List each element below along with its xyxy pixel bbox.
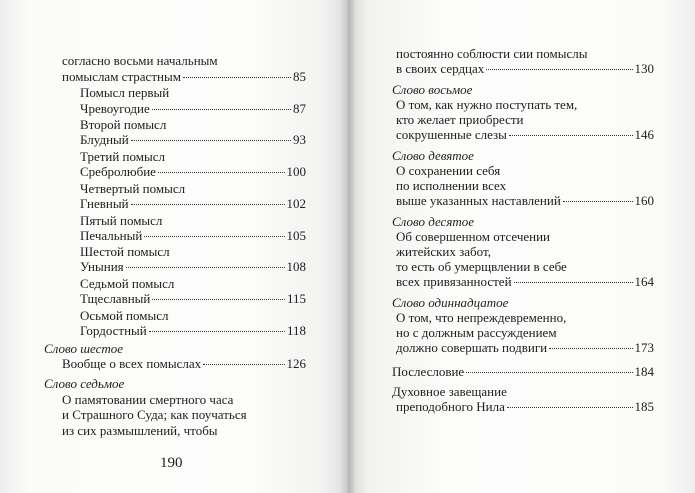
toc-entry-thought-2[interactable] (80, 131, 306, 148)
thought-label: Седьмой помысл (80, 276, 175, 291)
toc-page-number: 118 (286, 323, 306, 338)
toc-entry-title: в своих сердцах (396, 61, 485, 76)
section-heading-8: Слово восьмое (392, 82, 473, 97)
toc-entry-title: Послесловие (392, 364, 465, 379)
entry-text-line: О том, что непреждевременно, (396, 310, 567, 325)
entry-text-line: из сих размышлений, чтобы (62, 423, 218, 438)
entry-text-line: житейских забот, (396, 244, 491, 259)
entry-text-line: Духовное завещание (392, 384, 507, 399)
dot-leader (514, 282, 633, 283)
dot-leader (152, 299, 285, 300)
toc-entry-title: Уныния (80, 259, 124, 274)
toc-entry-word-8[interactable] (396, 126, 654, 143)
toc-page-number: 146 (634, 127, 654, 142)
dot-leader (486, 69, 632, 70)
toc-entry-title: сокрушенные слезы (396, 127, 507, 142)
toc-entry-title: должно совершать подвиги (396, 340, 548, 355)
thought-label: Шестой помысл (80, 244, 170, 259)
section-heading-6: Слово шестое (44, 341, 124, 356)
dot-leader (152, 109, 291, 110)
section-heading-7: Слово седьмое (44, 376, 125, 391)
toc-page-number: 108 (286, 259, 306, 274)
toc-entry-title: Сребролюбие (80, 164, 156, 179)
entry-text-line: О сохранении себя (396, 163, 501, 178)
entry-text-line: О памятовании смертного часа (62, 392, 234, 407)
toc-entry-word-6[interactable] (62, 355, 306, 372)
toc-page-number: 115 (286, 291, 306, 306)
toc-entry-thought-3[interactable] (80, 163, 306, 180)
dot-leader (126, 267, 285, 268)
thought-label: Второй помысл (80, 117, 167, 132)
toc-page-number: 87 (293, 101, 306, 116)
toc-page-number: 185 (634, 399, 654, 414)
dot-leader (131, 204, 285, 205)
toc-page-number: 160 (634, 193, 654, 208)
entry-text-line: О том, как нужно поступать тем, (396, 97, 578, 112)
thought-label: Помысл первый (80, 85, 170, 100)
thought-label: Четвертый помысл (80, 181, 186, 196)
toc-entry-title: Гневный (80, 196, 129, 211)
toc-page-number: 184 (634, 364, 654, 379)
thought-label: Пятый помысл (80, 213, 163, 228)
dot-leader (563, 201, 633, 202)
toc-entry-word-11[interactable] (396, 339, 654, 356)
toc-entry-title: Блудный (80, 132, 129, 147)
toc-page-number: 93 (293, 132, 306, 147)
dot-leader (158, 172, 285, 173)
toc-entry-thought-5[interactable] (80, 227, 306, 244)
entry-text-line: и Страшного Суда; как поучаться (62, 407, 247, 422)
entry-text-line: кто желает приобрести (396, 112, 524, 127)
toc-entry-title: Тщеславный (80, 291, 151, 306)
dot-leader (183, 77, 291, 78)
thought-label: Осьмой помысл (80, 308, 169, 323)
toc-page-number: 102 (286, 196, 306, 211)
entry-text-line: то есть об умерщвлении в себе (396, 259, 567, 274)
thought-label: Третий помысл (80, 149, 165, 164)
entry-text-line: Об совершенном отсечении (396, 229, 551, 244)
toc-entry-word-10[interactable] (396, 273, 654, 290)
dot-leader (466, 372, 632, 373)
dot-leader (149, 331, 285, 332)
toc-entry-afterword[interactable] (392, 363, 654, 380)
toc-page-number: 173 (634, 340, 654, 355)
toc-entry-title: всех привязанностей (396, 274, 512, 289)
entry-text-line: но с должным рассуждением (396, 325, 557, 340)
page-number: 190 (160, 455, 183, 471)
toc-entry-intro[interactable] (62, 68, 306, 85)
toc-entry-thought-6[interactable] (80, 258, 306, 275)
dot-leader (203, 364, 284, 365)
dot-leader (507, 407, 633, 408)
right-page (348, 0, 695, 493)
toc-entry-thought-4[interactable] (80, 195, 306, 212)
dot-leader (131, 140, 291, 141)
toc-page-number: 85 (293, 69, 306, 84)
dot-leader (144, 236, 284, 237)
toc-entry-thought-8[interactable] (80, 322, 306, 339)
toc-page-number: 126 (286, 356, 306, 371)
section-heading-10: Слово десятое (392, 214, 475, 229)
toc-page-number: 105 (286, 228, 306, 243)
section-heading-11: Слово одиннадцатое (392, 295, 509, 310)
toc-entry-thought-7[interactable] (80, 290, 306, 307)
toc-entry-title: Чревоугодие (80, 101, 150, 116)
toc-entry-title: Печальный (80, 228, 143, 243)
entry-text-line: постоянно соблюсти сии помыслы (396, 46, 588, 61)
toc-entry-title: помыслам страстным (62, 69, 181, 84)
entry-text-line: по исполнении всех (396, 178, 507, 193)
toc-entry-word-9[interactable] (396, 192, 654, 209)
toc-entry-title: Гордостный (80, 323, 147, 338)
dot-leader (509, 135, 633, 136)
toc-page-number: 100 (286, 164, 306, 179)
intro-line-1: согласно восьми начальным (62, 53, 218, 68)
toc-page-number: 164 (634, 274, 654, 289)
toc-entry-title: Вообще о всех помыслах (62, 356, 202, 371)
dot-leader (549, 348, 632, 349)
toc-page-number: 130 (634, 61, 654, 76)
toc-entry-title: преподобного Нила (396, 399, 505, 414)
section-heading-9: Слово девятое (392, 148, 474, 163)
toc-entry-word-7[interactable] (396, 60, 654, 77)
toc-entry-testament[interactable] (396, 398, 654, 415)
toc-entry-thought-1[interactable] (80, 100, 306, 117)
toc-entry-title: выше указанных наставлений (396, 193, 561, 208)
